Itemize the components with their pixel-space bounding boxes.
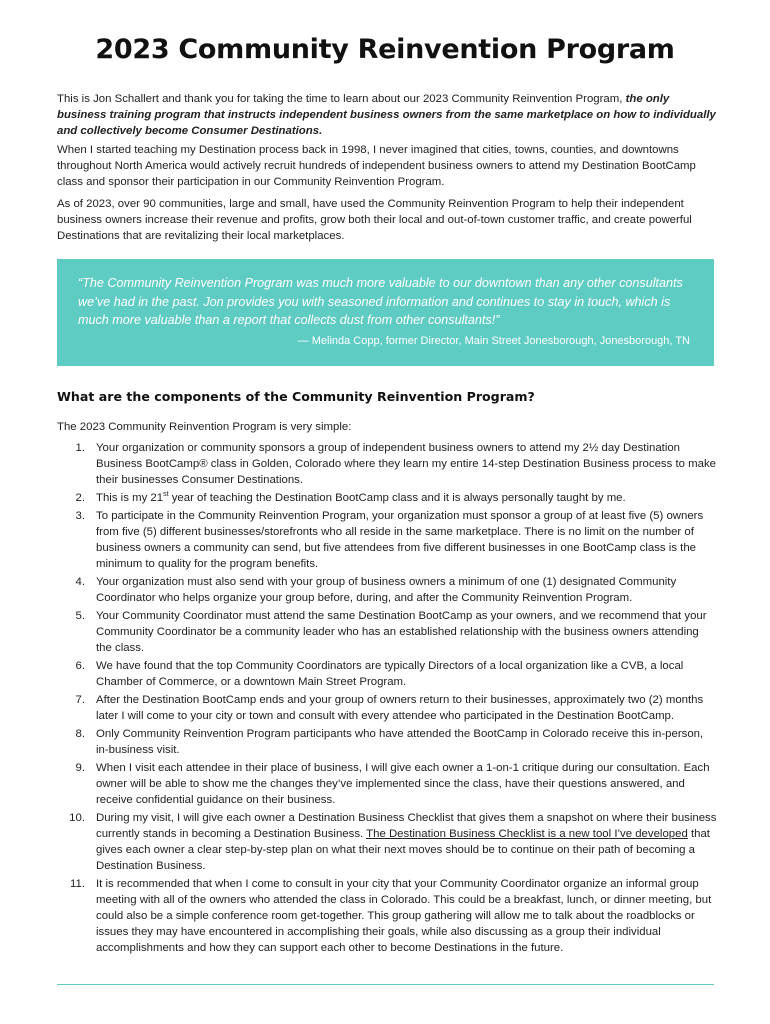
list-number: 1. xyxy=(75,442,85,454)
testimonial-attribution: — Melinda Copp, former Director, Main Street Jonesborough, Jonesborough, TN xyxy=(297,335,690,347)
list-text-post: that gives each owner a clear step-by-step plan on what their next moves should be to continue on their path of becoming a Destination Business. xyxy=(96,828,710,872)
list-number: 5. xyxy=(75,610,85,622)
list-number: 8. xyxy=(75,728,85,740)
ordinal-suffix: st xyxy=(163,491,169,499)
list-text: It is recommended that when I come to consult in your city that your Community Coordinator organize an informal group meeting with all of the owners who attended the class in Colorado. This could be a breakfast, lunch, or dinner meeting, but could also be a simple conference room get-together. This group gathering will allow me to talk about the roadblocks or issues they may have encountered in accomplishing their goals, while also discussing as a group their individual accomplishments and how they can support each other to become Destinations in the future. xyxy=(96,878,712,954)
list-number: 9. xyxy=(75,762,85,774)
list-text: Only Community Reinvention Program participants who have attended the BootCamp in Colorado receive this in-person, in-business visit. xyxy=(96,728,704,756)
intro-paragraph-1-text: This is Jon Schallert and thank you for taking the time to learn about our 2023 Community Reinvention Program, xyxy=(57,93,626,105)
list-item xyxy=(57,490,717,506)
list-item xyxy=(57,810,717,874)
testimonial-box xyxy=(57,259,714,366)
list-number: 6. xyxy=(75,660,85,672)
list-item xyxy=(57,692,717,724)
list-item xyxy=(57,508,717,572)
intro-paragraph-1-emphasis: the only business training program that instructs independent business owners from the same marketplace on how to individually and collectively become Consumer Destinations. xyxy=(57,93,716,137)
intro-paragraph-3: As of 2023, over 90 communities, large and small, have used the Community Reinvention Program to help their independent business owners increase their revenue and profits, grow both their local and out-of-town customer traffic, and create powerful Destinations that are revitalizing their local marketplaces. xyxy=(57,198,692,242)
list-item xyxy=(57,440,717,488)
list-item xyxy=(57,876,717,956)
list-text: We have found that the top Community Coordinators are typically Directors of a local organization like a CVB, a local Chamber of Commerce, or a downtown Main Street Program. xyxy=(96,660,684,688)
list-item xyxy=(57,760,717,808)
list-number: 11. xyxy=(70,878,85,890)
components-list xyxy=(57,440,717,958)
testimonial-quote: “The Community Reinvention Program was much more valuable to our downtown than any other consultants we’ve had in the past. Jon provides you with seasoned information and continues to stay in touch, which is much more valuable than a report that collects dust from other consultants!” xyxy=(78,276,683,327)
intro-paragraph-2: When I started teaching my Destination process back in 1998, I never imagined that cities, towns, counties, and downtowns throughout North America would actively recruit hundreds of independent business owners to attend my Destination BootCamp class and sponsor their participation in our Community Reinvention Program. xyxy=(57,144,696,188)
list-number: 7. xyxy=(75,694,85,706)
checklist-underlined-text: The Destination Business Checklist is a new tool I’ve developed xyxy=(366,828,688,840)
list-text-pre: This is my 21 xyxy=(96,492,164,504)
list-text-post: year of teaching the Destination BootCamp class and it is always personally taught by me. xyxy=(168,492,626,504)
list-number: 4. xyxy=(75,576,85,588)
list-number: 3. xyxy=(75,510,85,522)
list-number: 10. xyxy=(69,812,85,824)
list-text: Your Community Coordinator must attend the same Destination BootCamp as your owners, and we recommend that your Community Coordinator be a community leader who has an established relationship with the business owners attending the class. xyxy=(96,610,707,654)
list-text: When I visit each attendee in their place of business, I will give each owner a 1-on-1 critique during our consultation. Each owner will be able to show me the changes they’ve implemented since the class, have their questions answered, and receive confidential guidance on their business. xyxy=(96,762,710,806)
components-heading: What are the components of the Community Reinvention Program? xyxy=(57,389,535,404)
components-intro: The 2023 Community Reinvention Program is very simple: xyxy=(57,421,352,433)
list-text-pre: During my visit, I will give each owner a Destination Business Checklist that gives them a snapshot on where their business currently stands in becoming a Destination Business. xyxy=(96,812,717,840)
list-number: 2. xyxy=(75,492,85,504)
list-item xyxy=(57,608,717,656)
list-text: After the Destination BootCamp ends and your group of owners return to their businesses, approximately two (2) months later I will come to your city or town and consult with every attendee who participated in the Destination BootCamp. xyxy=(96,694,704,722)
page-title: 2023 Community Reinvention Program xyxy=(95,34,675,65)
list-item xyxy=(57,574,717,606)
list-text: To participate in the Community Reinvention Program, your organization must sponsor a group of at least five (5) owners from five (5) different businesses/storefronts who all reside in the same marketplace. There is no limit on the number of business owners a community can send, but five attendees from five different businesses in one BootCamp class is the minimum to quality for the program benefits. xyxy=(96,510,704,570)
list-item xyxy=(57,658,717,690)
list-text: Your organization must also send with your group of business owners a minimum of one (1) designated Community Coordinator who helps organize your group before, during, and after the Community Reinvention Program. xyxy=(96,576,677,604)
footer-divider xyxy=(57,984,714,985)
intro-paragraph-1 xyxy=(57,91,717,139)
list-item xyxy=(57,726,717,758)
list-text: Your organization or community sponsors a group of independent business owners to attend my 2½ day Destination Business BootCamp® class in Golden, Colorado where they learn my entire 14-step Destination Business process to make their businesses Consumer Destinations. xyxy=(96,442,716,486)
